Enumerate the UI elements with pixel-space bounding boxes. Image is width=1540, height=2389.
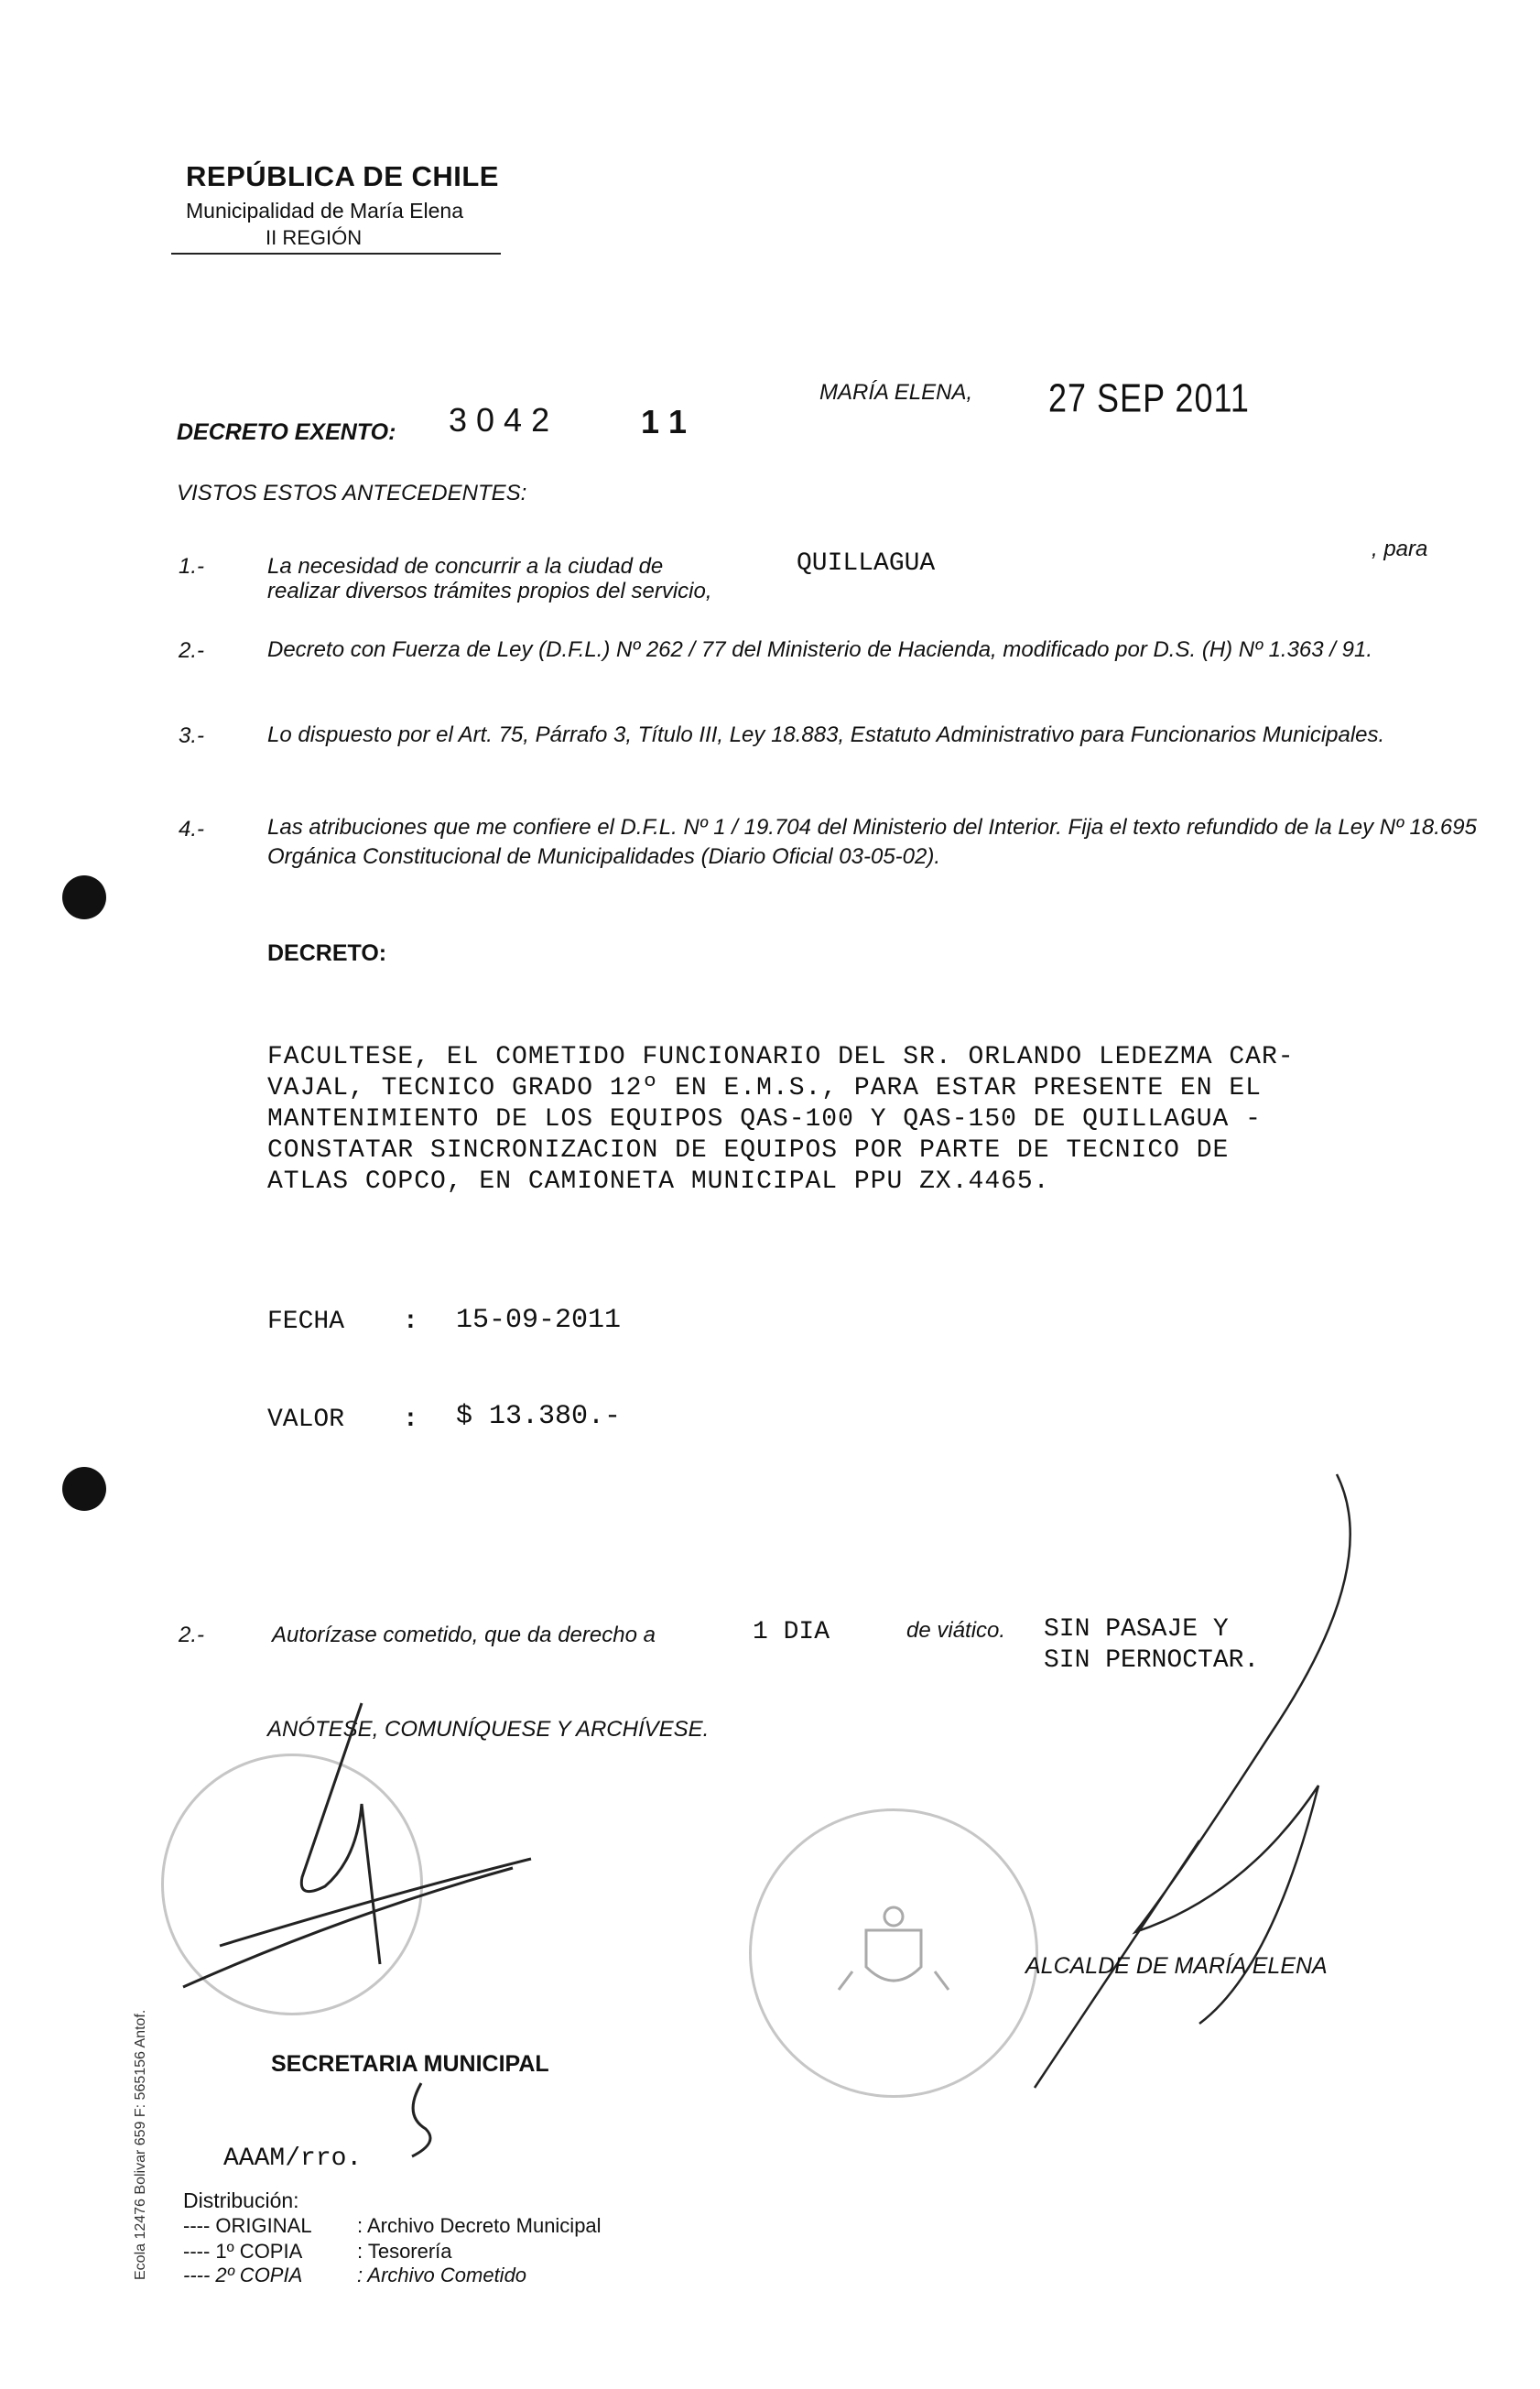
- distribution-row: [183, 2214, 602, 2238]
- secretary-title: SECRETARIA MUNICIPAL: [271, 2051, 549, 2077]
- mayor-title: ALCALDE DE MARÍA ELENA: [1025, 1953, 1328, 1979]
- vistos-item-text: La necesidad de concurrir a la ciudad de: [267, 554, 664, 579]
- printer-note: Ecola 12476 Bolivar 659 F: 565156 Antof.: [133, 2009, 148, 2280]
- article2-note-line: SIN PASAJE Y: [1044, 1615, 1229, 1644]
- distribution-title: Distribución:: [183, 2188, 299, 2212]
- region-name: II REGIÓN: [266, 226, 363, 249]
- closing-formula: ANÓTESE, COMUNÍQUESE Y ARCHÍVESE.: [267, 1717, 710, 1742]
- destination-city: QUILLAGUA: [797, 549, 936, 578]
- secretary-signature: [165, 1685, 549, 2069]
- punch-hole-top: [62, 875, 106, 919]
- distribution-copy: ---- 2º COPIA: [183, 2264, 303, 2286]
- vistos-item-number: 2.-: [179, 638, 205, 663]
- initials-signature: [394, 2079, 449, 2161]
- distribution-row: [183, 2264, 526, 2287]
- resolution-line: VAJAL, TECNICO GRADO 12º EN E.M.S., PARA ESTAR PRESENTE EN EL: [267, 1074, 1262, 1102]
- place-label: MARÍA ELENA,: [819, 380, 973, 405]
- vistos-item-number: 4.-: [179, 817, 205, 842]
- fecha-value: 15-09-2011: [456, 1305, 622, 1336]
- decree-date: 27 SEP 2011: [1048, 375, 1250, 421]
- vistos-item-text: Lo dispuesto por el Art. 75, Párrafo 3, Título III, Ley 18.883, Estatuto Administrativo para Funcionarios Municipales.: [267, 722, 1385, 747]
- fecha-label: FECHA: [267, 1308, 345, 1336]
- vistos-item-number: 3.-: [179, 723, 205, 748]
- distribution-row: [183, 2240, 452, 2264]
- distribution-copy: ---- ORIGINAL: [183, 2214, 312, 2237]
- mayor-signature: [943, 1456, 1401, 2097]
- distribution-copy: ---- 1º COPIA: [183, 2240, 303, 2263]
- vistos-item-text: Decreto con Fuerza de Ley (D.F.L.) Nº 262 / 77 del Ministerio de Hacienda, modificado por D.S. (H) Nº 1.363 / 91.: [267, 637, 1372, 662]
- resolution-line: CONSTATAR SINCRONIZACION DE EQUIPOS POR PARTE DE TECNICO DE: [267, 1136, 1230, 1165]
- vistos-item-line2: realizar diversos trámites propios del servicio,: [267, 579, 712, 603]
- distribution-dest: : Archivo Cometido: [357, 2264, 527, 2286]
- vistos-heading: VISTOS ESTOS ANTECEDENTES:: [177, 481, 527, 505]
- distribution-dest: : Archivo Decreto Municipal: [357, 2214, 602, 2237]
- vistos-item-number: 1.-: [179, 554, 205, 579]
- decree-number: 3042: [449, 401, 559, 439]
- resolution-line: MANTENIMIENTO DE LOS EQUIPOS QAS-100 Y QAS-150 DE QUILLAGUA -: [267, 1105, 1262, 1134]
- resolution-body: [267, 1042, 1458, 1198]
- initials: AAAM/rro.: [223, 2145, 363, 2173]
- article2-days: 1 DIA: [753, 1618, 830, 1646]
- article2-note-line: SIN PERNOCTAR.: [1044, 1646, 1260, 1675]
- decree-stamp-mark: 1 1: [641, 403, 688, 440]
- valor-colon: :: [403, 1406, 418, 1434]
- fecha-colon: :: [403, 1308, 418, 1336]
- republic-title: REPÚBLICA DE CHILE: [186, 160, 499, 192]
- article2-viatico: de viático.: [906, 1618, 1006, 1643]
- header-divider: [171, 253, 501, 255]
- vistos-item-suffix: , para: [1372, 537, 1428, 561]
- article2-text: Autorízase cometido, que da derecho a: [272, 1623, 656, 1647]
- decreto-heading: DECRETO:: [267, 940, 387, 966]
- resolution-line: FACULTESE, EL COMETIDO FUNCIONARIO DEL SR. ORLANDO LEDEZMA CAR-: [267, 1043, 1295, 1071]
- vistos-item-text: Las atribuciones que me confiere el D.F.L. Nº 1 / 19.704 del Ministerio del Interior. Fija el texto refundido de la Ley Nº 18.695 Orgánica Constitucional de Municipalidades (Diario Oficial 03-05-02).: [267, 815, 1477, 869]
- article2-number: 2.-: [179, 1623, 205, 1647]
- decree-label: DECRETO EXENTO:: [177, 419, 396, 445]
- punch-hole-bottom: [62, 1467, 106, 1511]
- distribution-dest: : Tesorería: [357, 2240, 452, 2263]
- valor-value: $ 13.380.-: [456, 1401, 622, 1432]
- municipality-name: Municipalidad de María Elena: [186, 199, 464, 223]
- resolution-line: ATLAS COPCO, EN CAMIONETA MUNICIPAL PPU ZX.4465.: [267, 1167, 1050, 1196]
- valor-label: VALOR: [267, 1406, 345, 1434]
